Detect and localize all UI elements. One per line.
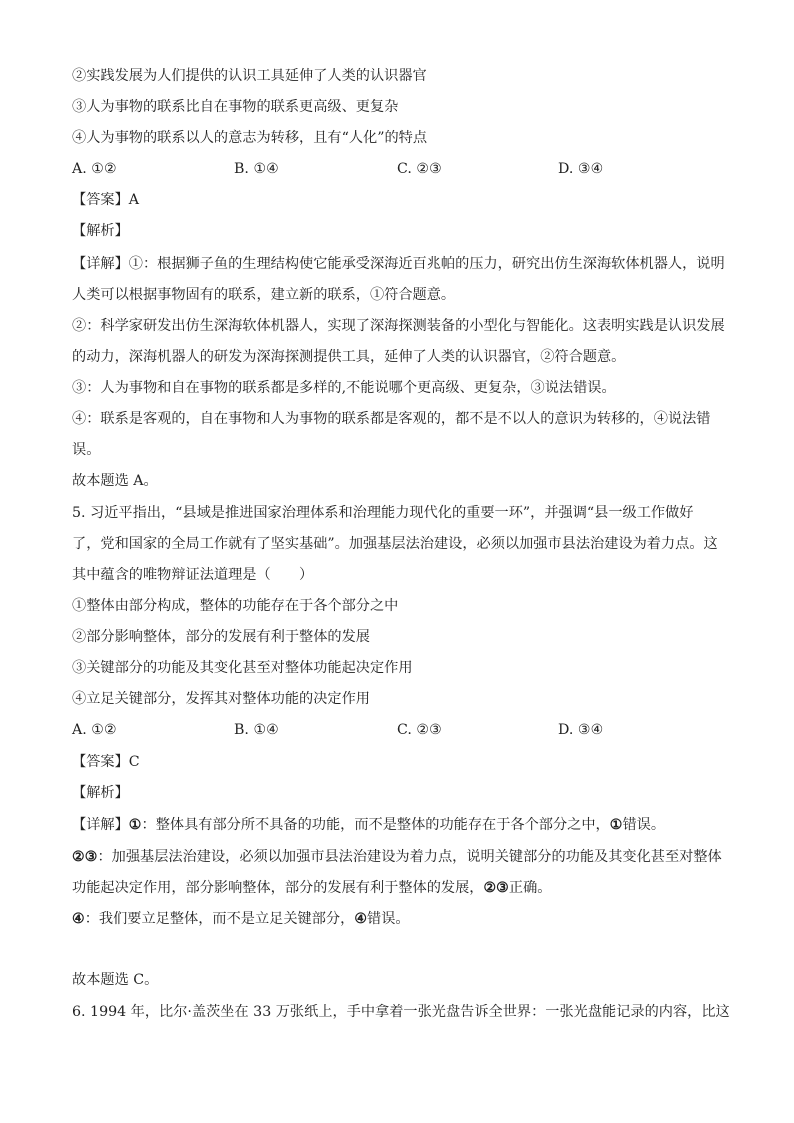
q5-answer [72,752,140,772]
q4-choice-d: D. ③④ [558,161,604,177]
q4-detail-4a: ④：联系是客观的，自在事物和人为事物的联系都是客观的，都不是不以人的意识为转移的，④说法错 [72,411,711,427]
q5-detail-1-mark: ① [128,817,142,833]
q5-option-3: ③关键部分的功能及其变化甚至对整体功能起决定作用 [72,660,413,676]
q5-stem-1: 5. 习近平指出，“县域是推进国家治理体系和治理能力现代化的重要一环”，并强调“县一级工作做好 [72,505,694,521]
q4-option-2: ②实践发展为人们提供的认识工具延伸了人类的认识器官 [72,68,427,84]
q4-analysis-label: 【解析】 [72,223,129,239]
q4-answer [72,190,139,210]
q5-detail-1 [72,815,665,835]
q4-detail-1a [72,254,725,274]
q5-detail-2b [72,878,551,898]
q4-detail-2b: 的动力，深海机器人的研发为深海探测提供工具，延伸了人类的认识器官，②符合题意。 [72,349,626,365]
q4-choice-b: B. ①④ [234,161,279,177]
q4-answer-value: A [128,192,140,208]
q5-detail-2-end: 正确。 [508,880,552,896]
q4-choices [72,159,732,179]
q5-detail-2-mark: ②③ [72,849,98,865]
q4-detail-4b: 误。 [72,442,101,458]
q4-option-3: ③人为事物的联系比自在事物的联系更高级、更复杂 [72,99,399,115]
q5-analysis-label: 【解析】 [72,785,129,801]
q4-option-4: ④人为事物的联系以人的意志为转移，且有“人化”的特点 [72,130,428,146]
q6-stem-1: 6. 1994 年，比尔·盖茨坐在 33 万张纸上，手中拿着一张光盘告诉全世界：一张光盘能记录的内容，比这 [72,1004,730,1020]
q5-option-4: ④立足关键部分，发挥其对整体功能的决定作用 [72,691,370,707]
q5-detail-4-text: ：我们要立足整体，而不是立足关键部分， [84,911,355,927]
q5-detail-4-mark: ④ [72,911,85,927]
q5-choice-d: D. ③④ [558,722,604,738]
q5-stem-3: 其中蕴含的唯物辩证法道理是（ ） [72,567,314,583]
q4-conclusion: 故本题选 A。 [72,473,158,489]
q5-choice-a: A. ①② [72,722,117,738]
q4-detail-1b: 人类可以根据事物固有的联系，建立新的联系，①符合题意。 [72,287,456,303]
q5-choices [72,720,732,740]
q4-detail-3: ③：人为事物和自在事物的联系都是多样的,不能说哪个更高级、更复杂，③说法错误。 [72,380,616,396]
q5-stem-2: 了，党和国家的全局工作就有了坚实基础”。加强基层法治建设，必须以加强市县法治建设为着力点。这 [72,536,718,552]
q5-detail-2a-text: ：加强基层法治建设，必须以加强市县法治建设为着力点，说明关键部分的功能及其变化甚至对整体 [97,849,722,865]
q5-detail-1-mark2: ① [609,817,623,833]
q4-choice-c: C. ②③ [397,161,442,177]
q5-detail-2b-text: 功能起决定作用，部分影响整体，部分的发展有利于整体的发展， [72,880,484,896]
q4-choice-a: A. ①② [72,161,117,177]
q5-detail-1-end: 错误。 [622,817,666,833]
q5-answer-value: C [128,754,140,770]
q4-detail-1a-text: ①：根据狮子鱼的生理结构使它能承受深海近百兆帕的压力，研究出仿生深海软体机器人，说明 [128,256,725,272]
q5-conclusion: 故本题选 C。 [72,972,159,988]
q5-detail-label: 【详解】 [72,817,129,833]
q5-detail-2-mark2: ②③ [483,880,509,896]
q5-detail-1-text: ：整体具有部分所不具备的功能，而不是整体的功能存在于各个部分之中， [141,817,610,833]
q5-detail-4-end: 错误。 [367,911,410,927]
q4-detail-2a: ②：科学家研发出仿生深海软体机器人，实现了深海探测装备的小型化与智能化。这表明实践是认识发展 [72,318,725,334]
q5-option-2: ②部分影响整体，部分的发展有利于整体的发展 [72,629,370,645]
q5-choice-b: B. ①④ [234,722,279,738]
q5-option-1: ①整体由部分构成，整体的功能存在于各个部分之中 [72,598,399,614]
q4-answer-label: 【答案】 [72,192,129,208]
q5-detail-2a [72,847,722,867]
q5-detail-4 [72,909,410,929]
q4-detail-label: 【详解】 [72,256,129,272]
q5-answer-label: 【答案】 [72,754,129,770]
q5-detail-4-mark2: ④ [354,911,368,927]
q5-choice-c: C. ②③ [397,722,442,738]
